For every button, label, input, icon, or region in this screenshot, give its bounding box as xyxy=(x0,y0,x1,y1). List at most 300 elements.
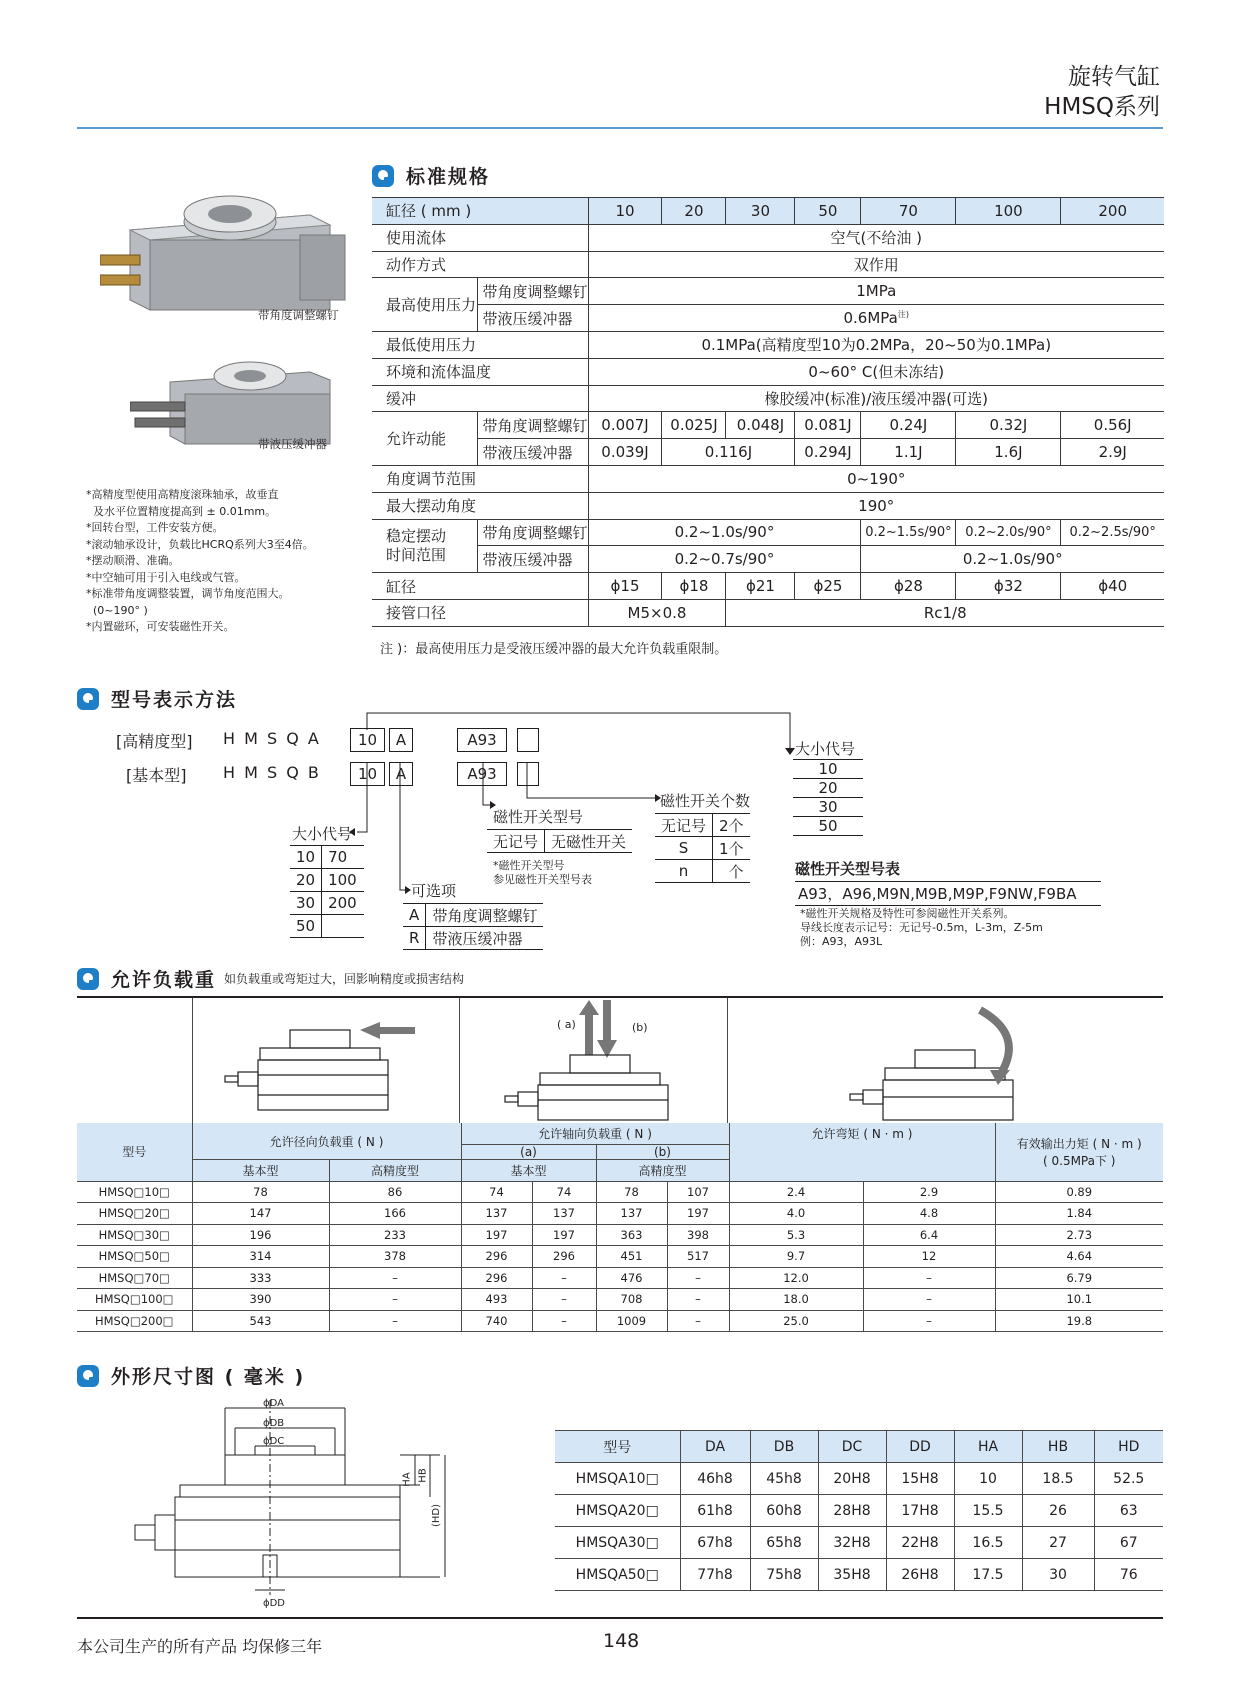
count-desc: 个 xyxy=(713,860,750,883)
spec-label-cell xyxy=(372,519,478,573)
load-cell: 2.73 xyxy=(995,1224,1163,1246)
spec-sublabel: 带液压缓冲器 xyxy=(478,546,588,573)
dims-cell: 32H8 xyxy=(818,1527,886,1559)
spec-value: 0.1MPa(高精度型10为0.2MPa，20~50为0.1MPa) xyxy=(588,331,1164,358)
spec-sublabel: 带角度调整螺钉 xyxy=(478,519,588,546)
load-cell: 78 xyxy=(192,1181,329,1203)
load-section-title xyxy=(77,965,464,992)
dims-cell: 17.5 xyxy=(954,1559,1022,1591)
load-cell: HMSQ□20□ xyxy=(77,1203,192,1225)
dims-header: 型号 xyxy=(555,1431,680,1463)
footer-warranty: 本公司生产的所有产品 均保修三年 xyxy=(77,1637,323,1656)
spec-value: ϕ18 xyxy=(662,573,726,600)
switch-count-title: 磁性开关个数 xyxy=(660,792,751,810)
spec-sublabel: 带液压缓冲器 xyxy=(478,439,588,466)
count-desc: 1个 xyxy=(713,837,750,860)
load-cell: 296 xyxy=(532,1246,596,1268)
option-desc: 带角度调整螺钉 xyxy=(426,904,544,927)
count-code: 无记号 xyxy=(655,814,713,837)
spec-value: 橡胶缓冲(标准)/液压缓冲器(可选) xyxy=(588,385,1164,412)
load-cell: – xyxy=(863,1267,995,1289)
spec-value: 0.56J xyxy=(1061,412,1164,439)
size2-code: 10 xyxy=(793,760,863,779)
spec-bore: 70 xyxy=(861,198,956,225)
model-row-label: [基本型] xyxy=(126,766,187,785)
load-basic: 基本型 xyxy=(192,1160,329,1182)
dims-cell: 28H8 xyxy=(818,1495,886,1527)
load-cell: 6.79 xyxy=(995,1267,1163,1289)
spec-label: 使用流体 xyxy=(372,224,588,251)
load-cell: 12.0 xyxy=(729,1267,863,1289)
spec-sublabel: 带角度调整螺钉 xyxy=(478,412,588,439)
load-col-torque: 有效输出力矩 ( N · m ) xyxy=(1016,1136,1142,1151)
size-code: 100 xyxy=(322,869,364,892)
load-cell: 740 xyxy=(461,1310,532,1332)
header-title: 旋转气缸 xyxy=(1068,64,1160,90)
spec-label: 环境和流体温度 xyxy=(372,358,588,385)
load-divider xyxy=(727,998,728,1131)
dims-cell: 16.5 xyxy=(954,1527,1022,1559)
load-cell: 4.8 xyxy=(863,1203,995,1225)
load-cell: HMSQ□200□ xyxy=(77,1310,192,1332)
load-cell: – xyxy=(863,1310,995,1332)
note-line: (0~190° ) xyxy=(86,603,148,617)
load-cell: – xyxy=(329,1267,461,1289)
dims-title-text: 外形尺寸图 ( 毫米 ) xyxy=(111,1366,306,1388)
dims-cell: 63 xyxy=(1094,1495,1163,1527)
load-cell: HMSQ□30□ xyxy=(77,1224,192,1246)
product-image-screw xyxy=(100,180,360,320)
load-cell: 493 xyxy=(461,1289,532,1311)
switch-type-note: *磁性开关规格及特性可参阅磁性开关系列。 xyxy=(800,907,1015,920)
load-cell: – xyxy=(329,1310,461,1332)
spec-value: 2.9J xyxy=(1061,439,1164,466)
switch-note-line: *磁性开关型号 xyxy=(493,859,565,872)
switch-count-table xyxy=(655,813,750,883)
dims-header: DB xyxy=(750,1431,818,1463)
image-caption-absorber: 带液压缓冲器 xyxy=(258,437,327,451)
table-row xyxy=(77,1224,1163,1246)
spec-bore: 100 xyxy=(956,198,1061,225)
dims-cell: 26 xyxy=(1022,1495,1094,1527)
load-cell: 2.4 xyxy=(729,1181,863,1203)
dims-cell: 17H8 xyxy=(886,1495,954,1527)
load-cell: HMSQ□50□ xyxy=(77,1246,192,1268)
load-cell: 196 xyxy=(192,1224,329,1246)
load-cell: – xyxy=(667,1289,729,1311)
dims-cell: 60h8 xyxy=(750,1495,818,1527)
spec-value: 0.2~0.7s/90° xyxy=(588,546,861,573)
load-cell: 233 xyxy=(329,1224,461,1246)
switch-model-title: 磁性开关型号 xyxy=(493,808,584,826)
table-row xyxy=(555,1559,1163,1591)
model-box-switch: A93 xyxy=(457,728,507,752)
load-precise: 高精度型 xyxy=(329,1160,461,1182)
switch-type-note: 例：A93，A93L xyxy=(800,935,883,948)
spec-label: 时间范围 xyxy=(386,545,447,564)
load-cell: 517 xyxy=(667,1246,729,1268)
count-code: n xyxy=(655,860,713,883)
load-table xyxy=(77,1123,1163,1332)
spec-value: 0.2~1.0s/90° xyxy=(588,519,861,546)
load-cell: 2.9 xyxy=(863,1181,995,1203)
spec-bore: 20 xyxy=(662,198,726,225)
switch-desc: 无磁性开关 xyxy=(545,830,633,853)
spec-value-cell xyxy=(588,305,1164,332)
dims-cell: HMSQA30□ xyxy=(555,1527,680,1559)
note-line: *摆动顺滑、准确。 xyxy=(86,554,180,567)
load-cell: 476 xyxy=(596,1267,667,1289)
switch-model-note xyxy=(493,859,592,887)
load-cell: 4.0 xyxy=(729,1203,863,1225)
spec-value: 1.1J xyxy=(861,439,956,466)
count-code: S xyxy=(655,837,713,860)
note-line: *回转台型，工件安装方便。 xyxy=(86,521,224,534)
load-cell: 296 xyxy=(461,1267,532,1289)
spec-value: 双作用 xyxy=(588,251,1164,278)
dim-label-hd: (HD) xyxy=(431,1503,443,1528)
dims-header: HD xyxy=(1094,1431,1163,1463)
load-cell: 333 xyxy=(192,1267,329,1289)
spec-bore: 50 xyxy=(795,198,861,225)
page-header xyxy=(1044,62,1160,122)
load-cell: 378 xyxy=(329,1246,461,1268)
footnote-mark: 注) xyxy=(897,310,909,320)
load-cell: – xyxy=(667,1310,729,1332)
load-cell: 107 xyxy=(667,1181,729,1203)
load-cell: 137 xyxy=(532,1203,596,1225)
load-cell: 5.3 xyxy=(729,1224,863,1246)
dims-cell: 22H8 xyxy=(886,1527,954,1559)
table-row xyxy=(77,1310,1163,1332)
model-box-count xyxy=(517,762,539,786)
model-box-option: A xyxy=(389,762,413,786)
dim-label-hb: HB xyxy=(417,1468,429,1483)
header-divider xyxy=(77,127,1163,129)
switch-type-title: 磁性开关型号表 xyxy=(795,860,901,878)
load-diagram-radial xyxy=(220,1010,440,1120)
model-row-code: H M S Q A xyxy=(223,729,321,748)
dims-cell: 61h8 xyxy=(680,1495,750,1527)
load-cell: – xyxy=(329,1289,461,1311)
spec-value: 0.32J xyxy=(956,412,1061,439)
load-cell: HMSQ□10□ xyxy=(77,1181,192,1203)
dim-label-dc: ϕDC xyxy=(263,1436,285,1447)
dims-cell: 52.5 xyxy=(1094,1463,1163,1495)
dims-cell: 15H8 xyxy=(886,1463,954,1495)
option-title: 可选项 xyxy=(411,882,457,900)
load-cell: 10.1 xyxy=(995,1289,1163,1311)
model-box-size: 10 xyxy=(350,728,385,752)
spec-label: 缓冲 xyxy=(372,385,588,412)
spec-value: ϕ15 xyxy=(588,573,662,600)
load-col-torque-sub: ( 0.5MPa下 ) xyxy=(1043,1153,1116,1168)
dims-cell: 77h8 xyxy=(680,1559,750,1591)
load-cell: 390 xyxy=(192,1289,329,1311)
size-code2-table xyxy=(793,759,863,836)
spec-label: 缸径 xyxy=(372,573,588,600)
dims-header: DC xyxy=(818,1431,886,1463)
dims-cell: 35H8 xyxy=(818,1559,886,1591)
note-line: *滚动轴承设计，负载比HCRQ系列大3至4倍。 xyxy=(86,537,314,551)
axial-arrow-label-a: ( a) xyxy=(557,1018,576,1031)
load-col-model: 型号 xyxy=(77,1123,192,1181)
load-cell: 314 xyxy=(192,1246,329,1268)
spec-label: 允许动能 xyxy=(372,412,478,466)
product-image-absorber xyxy=(130,352,340,447)
note-line: 及水平位置精度提高到 ± 0.01mm。 xyxy=(86,504,277,518)
spec-value: 0~60° C(但未冻结) xyxy=(588,358,1164,385)
load-cell: 6.4 xyxy=(863,1224,995,1246)
count-desc: 2个 xyxy=(713,814,750,837)
load-divider xyxy=(192,998,193,1131)
load-cell: – xyxy=(532,1267,596,1289)
dims-cell: HMSQA20□ xyxy=(555,1495,680,1527)
dims-cell: 65h8 xyxy=(750,1527,818,1559)
spec-label: 最高使用压力 xyxy=(372,278,478,332)
load-basic: 基本型 xyxy=(461,1160,596,1182)
spec-section-title xyxy=(372,162,490,189)
dims-header: DA xyxy=(680,1431,750,1463)
load-cell: 12 xyxy=(863,1246,995,1268)
table-row xyxy=(77,1289,1163,1311)
note-line: *标准带角度调整装置，调节角度范围大。 xyxy=(86,587,290,600)
spec-bore: 200 xyxy=(1061,198,1164,225)
model-row-code: H M S Q B xyxy=(223,763,321,782)
load-cell: 0.89 xyxy=(995,1181,1163,1203)
dims-cell: 10 xyxy=(954,1463,1022,1495)
header-series: HMSQ系列 xyxy=(1044,94,1160,120)
spec-value: Rc1/8 xyxy=(726,599,1164,626)
load-top-rule xyxy=(77,996,1163,998)
spec-value: ϕ21 xyxy=(726,573,795,600)
load-col-moment: 允许弯矩 ( N · m ) xyxy=(811,1127,913,1141)
load-cell: – xyxy=(667,1267,729,1289)
option-code: A xyxy=(403,904,426,927)
load-cell: 9.7 xyxy=(729,1246,863,1268)
load-col-moment-cell xyxy=(729,1123,995,1181)
spec-value: 0.2~2.0s/90° xyxy=(956,519,1061,546)
size-code-table xyxy=(290,845,364,938)
dims-cell: 26H8 xyxy=(886,1559,954,1591)
load-cell: – xyxy=(532,1310,596,1332)
spec-value: 0.007J xyxy=(588,412,662,439)
load-divider xyxy=(459,998,460,1131)
page-number: 148 xyxy=(603,1630,640,1652)
spec-value: ϕ40 xyxy=(1061,573,1164,600)
option-table xyxy=(403,903,543,950)
switch-type-models: A93，A96,M9N,M9B,M9P,F9NW,F9BA xyxy=(795,881,1101,906)
table-row xyxy=(77,1246,1163,1268)
size-code: 20 xyxy=(290,869,322,892)
dims-cell: 27 xyxy=(1022,1527,1094,1559)
spec-label: 动作方式 xyxy=(372,251,588,278)
dims-cell: 46h8 xyxy=(680,1463,750,1495)
load-cell: 78 xyxy=(596,1181,667,1203)
load-sub-a: (a) xyxy=(461,1145,596,1160)
footer-rule xyxy=(77,1617,1163,1619)
model-box-option: A xyxy=(389,728,413,752)
load-cell: 19.8 xyxy=(995,1310,1163,1332)
load-cell: 398 xyxy=(667,1224,729,1246)
spec-value: 0.039J xyxy=(588,439,662,466)
dim-label-db: ϕDB xyxy=(263,1418,285,1429)
size-code xyxy=(322,915,364,938)
table-row xyxy=(77,1267,1163,1289)
spec-value: 0.116J xyxy=(662,439,795,466)
switch-type-note: 导线长度表示记号：无记号-0.5m，L-3m，Z-5m xyxy=(800,921,1043,934)
spec-value: 1MPa xyxy=(588,278,1164,305)
spec-value: 190° xyxy=(588,492,1164,519)
load-col-axial: 允许轴向负载重 ( N ) xyxy=(461,1123,729,1145)
load-diagram-moment xyxy=(840,1005,1040,1125)
note-line: *中空轴可用于引入电线或气管。 xyxy=(86,570,246,584)
size-code: 70 xyxy=(322,846,364,869)
model-title-text: 型号表示方法 xyxy=(111,689,238,711)
spec-value: ϕ25 xyxy=(795,573,861,600)
dims-cell: 18.5 xyxy=(1022,1463,1094,1495)
table-row xyxy=(555,1463,1163,1495)
dims-cell: 67h8 xyxy=(680,1527,750,1559)
section-bullet-icon xyxy=(77,968,99,990)
spec-value: 0.24J xyxy=(861,412,956,439)
spec-value: 0.048J xyxy=(726,412,795,439)
spec-value: ϕ28 xyxy=(861,573,956,600)
load-cell: 1.84 xyxy=(995,1203,1163,1225)
load-cell: 197 xyxy=(667,1203,729,1225)
dims-cell: 75h8 xyxy=(750,1559,818,1591)
dim-label-da: ϕDA xyxy=(263,1398,284,1409)
load-cell: 363 xyxy=(596,1224,667,1246)
spec-value: ϕ32 xyxy=(956,573,1061,600)
load-cell: HMSQ□70□ xyxy=(77,1267,192,1289)
model-row-label: [高精度型] xyxy=(116,732,193,751)
load-cell: 74 xyxy=(461,1181,532,1203)
dims-cell: 20H8 xyxy=(818,1463,886,1495)
load-cell: 137 xyxy=(596,1203,667,1225)
size-code2-title: 大小代号 xyxy=(795,740,856,758)
spec-value: 0.081J xyxy=(795,412,861,439)
load-cell: 137 xyxy=(461,1203,532,1225)
table-row xyxy=(555,1527,1163,1559)
note-line: *高精度型使用高精度滚珠轴承，故垂直 xyxy=(86,488,279,501)
size-code-title: 大小代号 xyxy=(292,825,353,843)
dims-cell: 15.5 xyxy=(954,1495,1022,1527)
option-desc: 带液压缓冲器 xyxy=(426,927,544,950)
switch-note-line: 参见磁性开关型号表 xyxy=(493,873,592,886)
switch-code: 无记号 xyxy=(487,830,545,853)
size2-code: 50 xyxy=(793,817,863,836)
model-box-switch: A93 xyxy=(457,762,507,786)
load-col-radial: 允许径向负载重 ( N ) xyxy=(192,1123,461,1160)
spec-value: 0.294J xyxy=(795,439,861,466)
spec-value: 0.2~2.5s/90° xyxy=(1061,519,1164,546)
spec-label: 最低使用压力 xyxy=(372,331,588,358)
load-cell: 197 xyxy=(461,1224,532,1246)
load-cell: 74 xyxy=(532,1181,596,1203)
spec-sublabel: 带液压缓冲器 xyxy=(478,305,588,332)
size2-code: 30 xyxy=(793,798,863,817)
load-precise: 高精度型 xyxy=(596,1160,729,1182)
load-cell: 451 xyxy=(596,1246,667,1268)
spec-label: 最大摆动角度 xyxy=(372,492,588,519)
spec-label: 稳定摆动 xyxy=(386,526,447,545)
spec-value: 0.6MPa xyxy=(843,309,898,328)
spec-value: 0.2~1.5s/90° xyxy=(861,519,956,546)
spec-value: 0~190° xyxy=(588,465,1164,492)
size-code: 200 xyxy=(322,892,364,915)
dims-cell: HMSQA10□ xyxy=(555,1463,680,1495)
spec-label: 接管口径 xyxy=(372,599,588,626)
spec-bore: 30 xyxy=(726,198,795,225)
dims-cell: HMSQA50□ xyxy=(555,1559,680,1591)
load-cell: 296 xyxy=(461,1246,532,1268)
table-row xyxy=(77,1181,1163,1203)
note-line: *内置磁环，可安装磁性开关。 xyxy=(86,620,235,633)
model-box-size: 10 xyxy=(350,762,385,786)
spec-bore-label: 缸径 ( mm ) xyxy=(372,198,588,225)
size-code: 30 xyxy=(290,892,322,915)
spec-sublabel: 带角度调整螺钉 xyxy=(478,278,588,305)
load-subtitle: 如负载重或弯矩过大，回影响精度或损害结构 xyxy=(224,972,465,986)
load-cell: – xyxy=(532,1289,596,1311)
table-row xyxy=(555,1495,1163,1527)
spec-value: 0.2~1.0s/90° xyxy=(861,546,1164,573)
load-cell: 708 xyxy=(596,1289,667,1311)
load-cell: – xyxy=(863,1289,995,1311)
dim-label-dd: ϕDD xyxy=(263,1598,285,1609)
spec-value: 空气(不给油 ) xyxy=(588,224,1164,251)
load-title-text: 允许负载重 xyxy=(111,969,217,991)
load-cell: 166 xyxy=(329,1203,461,1225)
section-bullet-icon xyxy=(372,165,394,187)
load-cell: 4.64 xyxy=(995,1246,1163,1268)
option-code: R xyxy=(403,927,426,950)
dims-section-title xyxy=(77,1362,305,1389)
feature-notes xyxy=(86,487,314,636)
spec-title-text: 标准规格 xyxy=(406,166,491,188)
section-bullet-icon xyxy=(77,1365,99,1387)
load-cell: 25.0 xyxy=(729,1310,863,1332)
size-code: 50 xyxy=(290,915,322,938)
load-diagram-axial xyxy=(495,1000,695,1125)
axial-arrow-label-b: (b) xyxy=(632,1021,648,1034)
spec-table xyxy=(372,197,1164,627)
load-col-torque-cell xyxy=(995,1123,1163,1181)
dims-header: HB xyxy=(1022,1431,1094,1463)
size-code: 10 xyxy=(290,846,322,869)
load-sub-b: (b) xyxy=(596,1145,729,1160)
load-cell: 18.0 xyxy=(729,1289,863,1311)
dims-cell: 76 xyxy=(1094,1559,1163,1591)
dims-cell: 67 xyxy=(1094,1527,1163,1559)
size2-code: 20 xyxy=(793,779,863,798)
load-cell: 147 xyxy=(192,1203,329,1225)
table-row xyxy=(77,1203,1163,1225)
spec-footnote: 注 )：最高使用压力是受液压缓冲器的最大允许负载重限制。 xyxy=(380,642,728,657)
image-caption-screw: 带角度调整螺钉 xyxy=(258,308,339,322)
dims-header: DD xyxy=(886,1431,954,1463)
spec-bore: 10 xyxy=(588,198,662,225)
dims-cell: 30 xyxy=(1022,1559,1094,1591)
dims-header: HA xyxy=(954,1431,1022,1463)
load-cell: 543 xyxy=(192,1310,329,1332)
load-cell: 86 xyxy=(329,1181,461,1203)
dimensions-table xyxy=(555,1430,1163,1591)
switch-model-table xyxy=(487,829,632,853)
switch-type-notes xyxy=(800,907,1043,949)
load-cell: 197 xyxy=(532,1224,596,1246)
